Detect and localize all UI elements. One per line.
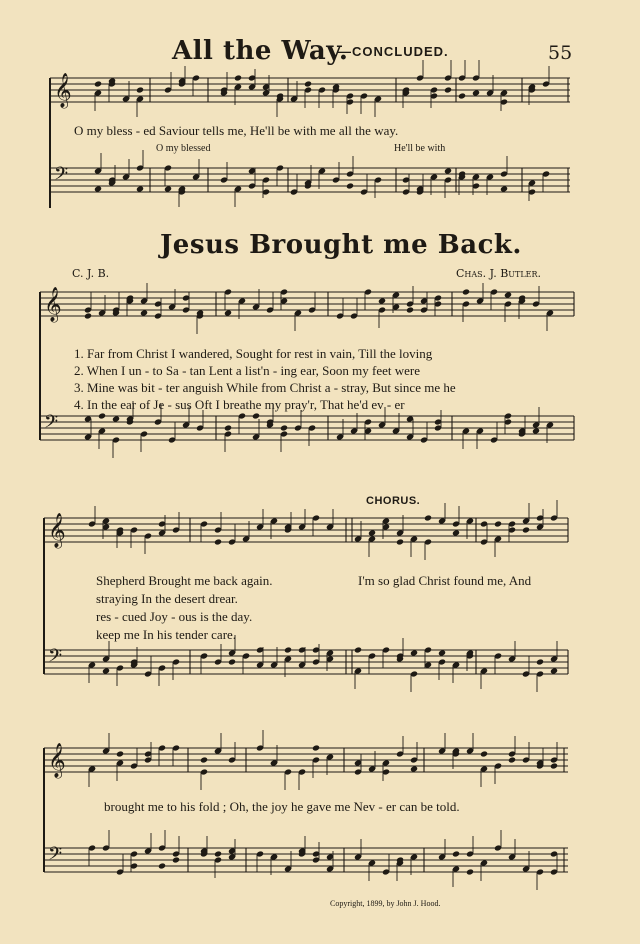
hymn1-bass-note	[136, 185, 144, 192]
hymn-title-all-the-way: All the Way.	[172, 36, 349, 66]
page-number: 55	[548, 42, 573, 64]
hymn2-s1-treble-note	[224, 309, 232, 316]
hymn2-s3-treble-note	[410, 765, 418, 772]
hymn2-s3-bass-note	[452, 850, 460, 857]
hymn2-s1-treble-note	[378, 297, 386, 304]
hymn2-s3-treble-clef: 𝄞	[48, 743, 66, 778]
hymn2-s1-bass-note	[532, 427, 540, 434]
hymn2-s1-treble-note	[84, 312, 92, 319]
hymn2-s2-bass-note	[102, 667, 110, 674]
hymn2-s2-bass-note	[536, 658, 544, 665]
hymn2-s3-bass-note	[158, 862, 166, 869]
hymn2-s1-bass-note	[280, 424, 288, 431]
hymn2-s2-treble-note	[452, 529, 460, 536]
hymn1-bass-clef: 𝄢	[54, 164, 69, 189]
hymn2-s3-bass-note	[466, 868, 474, 875]
hymn1-treble-note	[304, 80, 312, 87]
hymn2-s1-treble-note	[504, 291, 512, 298]
verse-ending-1: Shepherd Brought me back again.	[96, 573, 273, 588]
hymn1-bass-note	[444, 167, 452, 174]
hymn2-s3-treble-note	[550, 762, 558, 769]
hymn2-s2-treble-note	[424, 514, 432, 521]
hymn2-s2-bass-note	[410, 649, 418, 656]
hymn2-s2-treble-note	[494, 520, 502, 527]
hymn2-s2-treble-note	[522, 526, 530, 533]
verse-line-4: 4. In the ear of Je - sus Oft I breathe my pray'r, That he'd ev - er	[74, 397, 405, 412]
hymn2-s3-treble-note	[312, 744, 320, 751]
hymn2-s2-bass-note	[550, 667, 558, 674]
hymn1-treble-note	[444, 86, 452, 93]
words-by: C. J. B.	[72, 267, 110, 280]
verse-ending-3: res - cued Joy - ous is the day.	[96, 609, 253, 624]
hymn2-s3-treble-note	[508, 756, 516, 763]
hymn2-s3-bass-clef: 𝄢	[48, 844, 63, 869]
hymn2-s1-treble-clef: 𝄞	[44, 287, 62, 322]
copyright-notice: Copyright, 1899, by John J. Hood.	[330, 899, 441, 908]
chorus-line-1: I'm so glad Christ found me, And	[358, 573, 532, 588]
hymn2-s3-bass-note	[214, 850, 222, 857]
hymn1-treble-note	[234, 74, 242, 81]
concluded-label: —CONCLUDED.	[338, 44, 449, 59]
hymn1-treble-note	[94, 80, 102, 87]
verse-ending-2: straying In the desert drear.	[96, 591, 238, 606]
hymn2-s3-bass-note	[172, 856, 180, 863]
music-by: Chas. J. Butler.	[456, 267, 542, 280]
hymn1-lyric-line: O my bless - ed Saviour tells me, He'll be with me all the way.	[74, 123, 399, 138]
verse-line-3: 3. Mine was bit - ter anguish While from Christ a - stray, But since me he	[74, 380, 456, 395]
hymn2-s1-treble-note	[140, 309, 148, 316]
hymn2-s3-treble-note	[200, 756, 208, 763]
hymn2-s1-bass-note	[252, 412, 260, 419]
hymn1-treble-note	[136, 86, 144, 93]
hymn2-s3-treble-note	[116, 750, 124, 757]
hymn1-treble-clef: 𝄞	[54, 73, 72, 108]
hymn2-s2-treble-note	[368, 529, 376, 536]
hymn1-bass-note	[346, 182, 354, 189]
hymn2-s2-treble-note	[396, 538, 404, 545]
hymn2-s2-treble-note	[214, 538, 222, 545]
hymn1-bass-note	[164, 185, 172, 192]
hymn2-s2-bass-note	[354, 646, 362, 653]
hymn2-s1-bass-note	[112, 415, 120, 422]
hymn2-s1-bass-note	[98, 412, 106, 419]
hymn1-bass-words-right: He'll be with	[394, 143, 446, 154]
hymn1-treble-note	[458, 92, 466, 99]
chorus-label: CHORUS.	[366, 495, 421, 507]
hymn1-treble-note	[472, 89, 480, 96]
hymn2-s2-bass-note	[284, 646, 292, 653]
hymn1-bass-note	[94, 185, 102, 192]
hymn1-bass-words-left: O my blessed	[156, 143, 211, 154]
verse-line-2: 2. When I un - to Sa - tan Lent a list'n - ing ear, Soon my feet were	[74, 363, 420, 378]
hymn2-s3-treble-note	[480, 750, 488, 757]
hymn2-s2-treble-clef: 𝄞	[48, 513, 66, 548]
hymn2-s1-treble-note	[406, 306, 414, 313]
verse-line-1: 1. Far from Christ I wandered, Sought for rest in vain, Till the loving	[74, 346, 433, 361]
hymn2-s2-bass-note	[438, 649, 446, 656]
hymn-title-jesus-brought-me-back: Jesus Brought me Back.	[160, 230, 522, 260]
hymn2-s1-bass-clef: 𝄢	[44, 412, 59, 437]
verse-ending-4: keep me In his tender care.	[96, 627, 237, 642]
hymn2-s1-treble-note	[462, 288, 470, 295]
hymn2-s2-bass-clef: 𝄢	[48, 646, 63, 671]
hymn2-s2-bass-note	[228, 658, 236, 665]
chorus-line-2: brought me to his fold ; Oh, the joy he gave me Nev - er can be told.	[104, 799, 460, 814]
hymn2-s1-bass-note	[224, 424, 232, 431]
hymn1-bass-note	[500, 185, 508, 192]
